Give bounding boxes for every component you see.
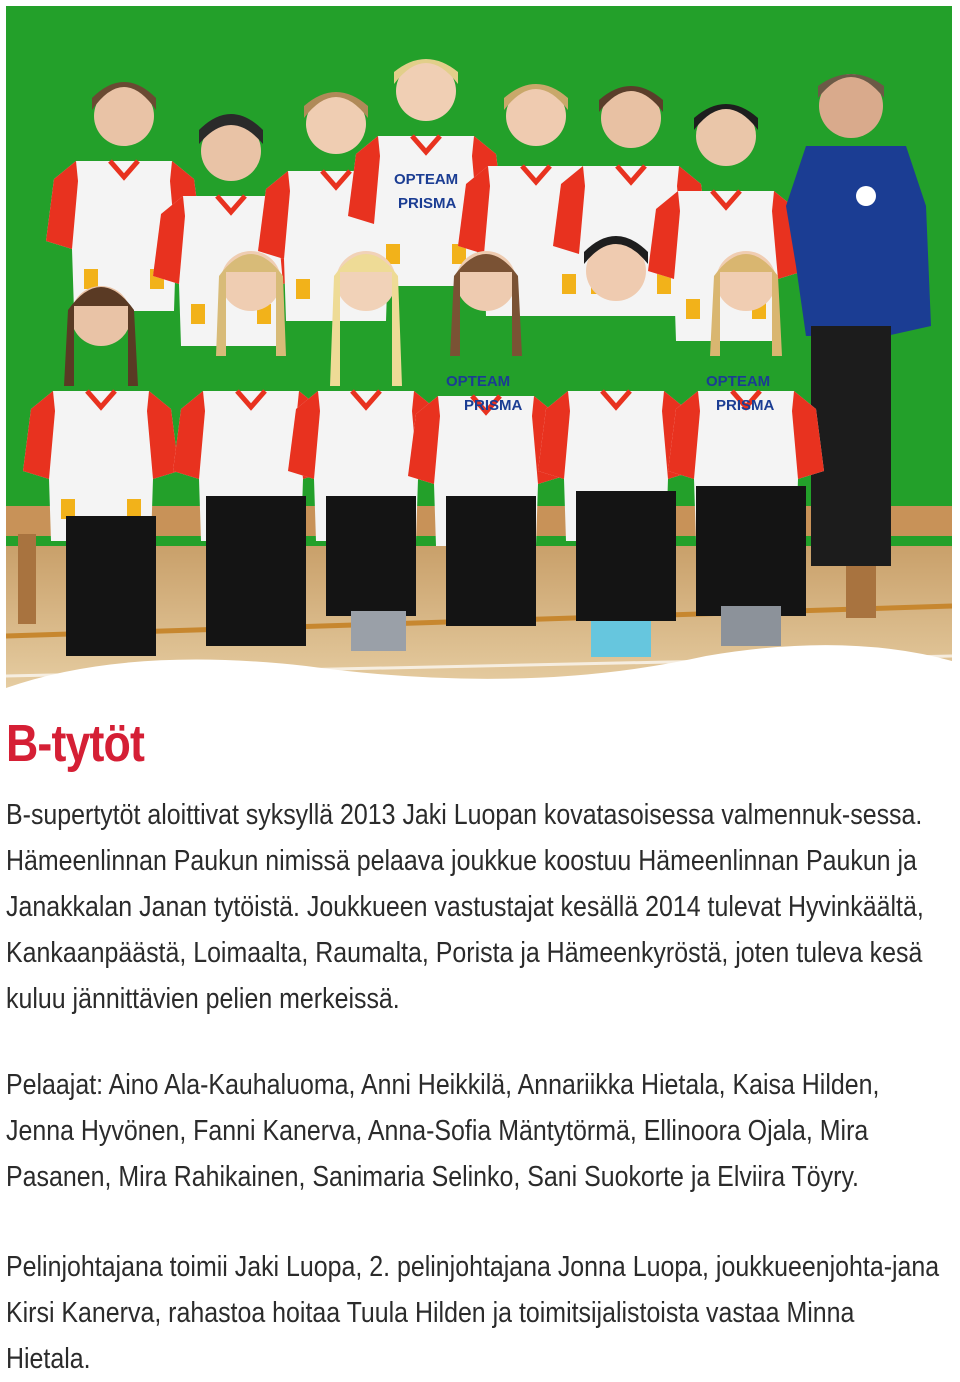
sponsor-prisma: PRISMA <box>464 397 523 414</box>
sponsor-prisma: PRISMA <box>398 195 457 212</box>
sponsor-prisma: PRISMA <box>716 397 775 414</box>
staff-paragraph: Pelinjohtajana toimii Jaki Luopa, 2. pelinjohtajana Jonna Luopa, joukkueenjohta-jana Kirsi Kanerva, rahastoa hoitaa Tuula Hilden ja toimitsijalistoista vastaa Minna Hietala. <box>6 1251 940 1375</box>
team-photo <box>6 6 952 706</box>
intro-paragraph: B-supertytöt aloittivat syksyllä 2013 Jaki Luopan kovatasoisessa valmennuk-sessa. Hämeenlinnan Paukun nimissä pelaava joukkue koostuu Hämeenlinnan Paukun ja Janakkalan Janan tytöistä. Joukkueen vastustajat kesällä 2014 tulevat Hyvinkäältä, Kankaanpäästä, Loimaalta, Raumalta, Porista ja Hämeenkyröstä, joten tuleva kesä kuluu jännittävien pelien merkeissä. <box>6 799 924 1015</box>
page-title: B-tytöt <box>6 715 145 773</box>
sponsor-opteam: OPTEAM <box>394 171 459 188</box>
sponsor-opteam: OPTEAM <box>446 373 511 390</box>
sponsor-opteam: OPTEAM <box>706 373 771 390</box>
players-paragraph: Pelaajat: Aino Ala-Kauhaluoma, Anni Heikkilä, Annariikka Hietala, Kaisa Hilden, Jenna Hyvönen, Fanni Kanerva, Anna-Sofia Mäntytörmä, Ellinoora Ojala, Mira Pasanen, Mira Rahikainen, Sanimaria Selinko, Sani Suokorte ja Elviira Töyry. <box>6 1069 880 1193</box>
